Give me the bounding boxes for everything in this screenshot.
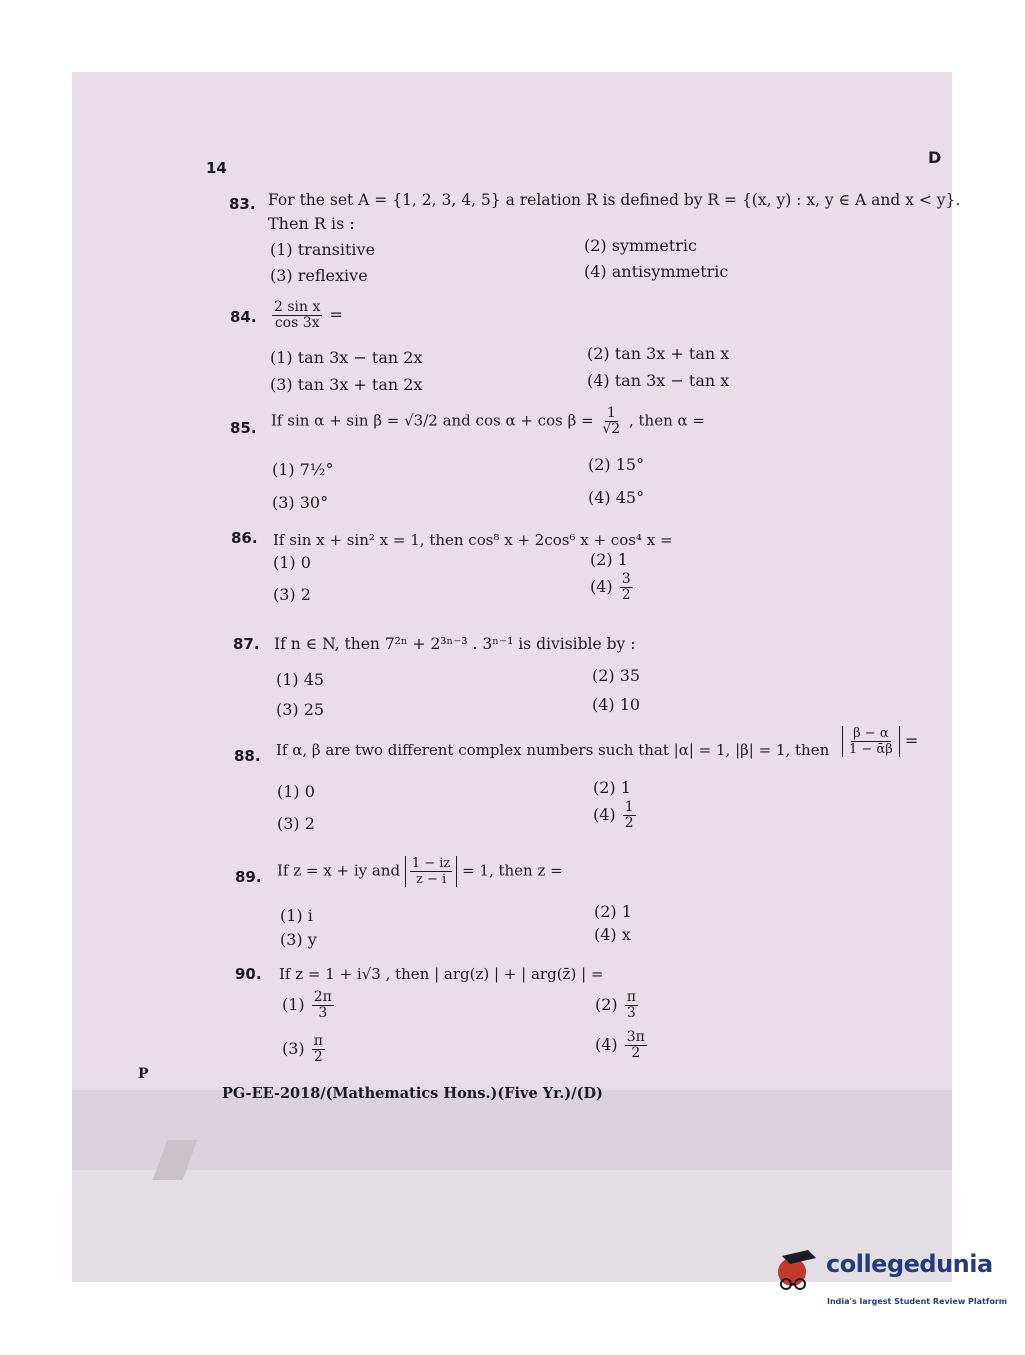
q89-text — [277, 856, 563, 887]
q89-fraction — [410, 856, 452, 887]
footer-paper-code: PG-EE-2018/(Mathematics Hons.)(Five Yr.)/(D) — [222, 1085, 603, 1102]
q85-text — [271, 406, 705, 437]
q89-frac-den: z − i — [415, 872, 447, 887]
q88-option-3: (3) 2 — [277, 814, 315, 833]
q89-number: 89. — [235, 868, 262, 886]
q83-option-2: (2) symmetric — [584, 236, 697, 255]
q88-frac-den: 1 − ᾱβ — [849, 742, 893, 757]
q90-text: If z = 1 + i√3 , then | arg(z) | + | arg(z̄) | = — [279, 965, 604, 983]
q84-number: 84. — [230, 308, 257, 326]
q88-abs — [842, 726, 900, 757]
q86-option-4-label: (4) — [590, 577, 613, 596]
q84-option-3: (3) tan 3x + tan 2x — [270, 375, 423, 394]
q86-option-2: (2) 1 — [590, 550, 628, 569]
q88-frac-num: β − α — [853, 726, 889, 741]
q88-fraction — [847, 726, 895, 757]
q86-option-3: (3) 2 — [273, 585, 311, 604]
q90-number: 90. — [235, 965, 262, 983]
q87-number: 87. — [233, 635, 260, 653]
q90-o2-den: 3 — [626, 1005, 636, 1021]
q88-option-4-fraction — [623, 800, 636, 831]
q88-equals: = — [904, 731, 919, 750]
q88-o4-num: 1 — [624, 799, 634, 815]
q83-number: 83. — [229, 195, 256, 213]
q86-o4-den: 2 — [621, 587, 631, 603]
q85-option-2: (2) 15° — [588, 455, 645, 474]
page-letter-mark: P — [138, 1066, 149, 1082]
q89-option-1: (1) i — [280, 906, 313, 925]
q89-option-2: (2) 1 — [594, 902, 632, 921]
q90-option-2-fraction — [625, 990, 638, 1021]
q84-option-4: (4) tan 3x − tan x — [587, 371, 730, 390]
q86-option-4-fraction — [620, 572, 633, 603]
q90-o4-num: 3π — [626, 1029, 645, 1045]
q87-option-2: (2) 35 — [592, 666, 641, 685]
q88-option-2: (2) 1 — [593, 778, 631, 797]
collegedunia-brand: collegedunia — [826, 1250, 993, 1278]
q90-option-4 — [595, 1030, 649, 1061]
q90-option-1-fraction — [312, 990, 334, 1021]
q90-o1-num: 2π — [313, 989, 332, 1005]
q88-text: If α, β are two different complex numbers such that |α| = 1, |β| = 1, then — [276, 741, 830, 759]
q83-option-1: (1) transitive — [270, 240, 376, 259]
q90-option-2 — [595, 990, 640, 1021]
series-code: D — [928, 148, 942, 167]
q88-option-4 — [593, 800, 638, 831]
q85-text-b: , then α = — [628, 411, 705, 430]
q90-o4-den: 2 — [631, 1045, 641, 1061]
q88-number: 88. — [234, 747, 261, 765]
q85-frac-num: 1 — [606, 405, 616, 421]
q84-option-1: (1) tan 3x − tan 2x — [270, 348, 423, 367]
collegedunia-logo-icon — [772, 1248, 822, 1292]
q84-denominator: cos 3x — [274, 315, 320, 331]
q89-abs — [405, 856, 457, 887]
q90-o1-den: 3 — [318, 1005, 328, 1021]
q83-text-line1: For the set A = {1, 2, 3, 4, 5} a relation R is defined by R = {(x, y) : x, y ∈ A and x < y}. — [268, 191, 961, 209]
q86-text: If sin x + sin² x = 1, then cos⁸ x + 2cos⁶ x + cos⁴ x = — [273, 531, 673, 549]
q90-o3-num: π — [313, 1033, 323, 1049]
q87-option-4: (4) 10 — [592, 695, 641, 714]
q88-option-4-label: (4) — [593, 805, 616, 824]
q87-text: If n ∈ N, then 7²ⁿ + 2³ⁿ⁻³ . 3ⁿ⁻¹ is divisible by : — [274, 635, 636, 653]
collegedunia-tagline: India's largest Student Review Platform — [827, 1297, 1008, 1306]
q83-text-line2: Then R is : — [268, 214, 355, 233]
q85-text-a: If sin α + sin β = √3/2 and cos α + cos β = — [271, 411, 594, 430]
q84-option-2: (2) tan 3x + tan x — [587, 344, 730, 363]
q83-option-3: (3) reflexive — [270, 266, 368, 285]
q90-o2-num: π — [626, 989, 636, 1005]
q90-option-2-label: (2) — [595, 995, 618, 1014]
q86-option-4 — [590, 572, 635, 603]
q84-fraction — [272, 300, 322, 331]
q90-option-1-label: (1) — [282, 995, 305, 1014]
q89-text-b: = 1, then z = — [462, 861, 563, 880]
q88-option-1: (1) 0 — [277, 782, 315, 801]
q90-option-1 — [282, 990, 336, 1021]
q90-option-3 — [282, 1034, 327, 1065]
q83-option-4: (4) antisymmetric — [584, 262, 729, 281]
q85-option-1: (1) 7½° — [272, 460, 334, 479]
q88-expression — [842, 726, 918, 757]
q90-option-4-label: (4) — [595, 1035, 618, 1054]
q89-frac-num: 1 − iz — [411, 856, 451, 871]
q88-o4-den: 2 — [624, 815, 634, 831]
q85-option-3: (3) 30° — [272, 493, 329, 512]
q84-expression — [270, 300, 343, 331]
q85-frac-den: √2 — [602, 421, 621, 437]
paper-sheet — [72, 72, 952, 1082]
q85-option-4: (4) 45° — [588, 488, 645, 507]
q86-option-1: (1) 0 — [273, 553, 311, 572]
q87-option-1: (1) 45 — [276, 670, 325, 689]
q85-number: 85. — [230, 419, 257, 437]
q89-option-4: (4) x — [594, 925, 631, 944]
q87-option-3: (3) 25 — [276, 700, 325, 719]
q89-option-3: (3) y — [280, 930, 317, 949]
q90-option-3-label: (3) — [282, 1039, 305, 1058]
q90-o3-den: 2 — [313, 1049, 323, 1065]
q90-option-4-fraction — [625, 1030, 647, 1061]
page-number: 14 — [206, 159, 227, 177]
q89-text-a: If z = x + iy and — [277, 861, 401, 880]
q86-o4-num: 3 — [621, 571, 631, 587]
q90-option-3-fraction — [312, 1034, 325, 1065]
q84-numerator: 2 sin x — [274, 299, 321, 315]
q85-fraction — [600, 406, 622, 437]
q86-number: 86. — [231, 529, 258, 547]
q84-equals: = — [329, 305, 343, 324]
